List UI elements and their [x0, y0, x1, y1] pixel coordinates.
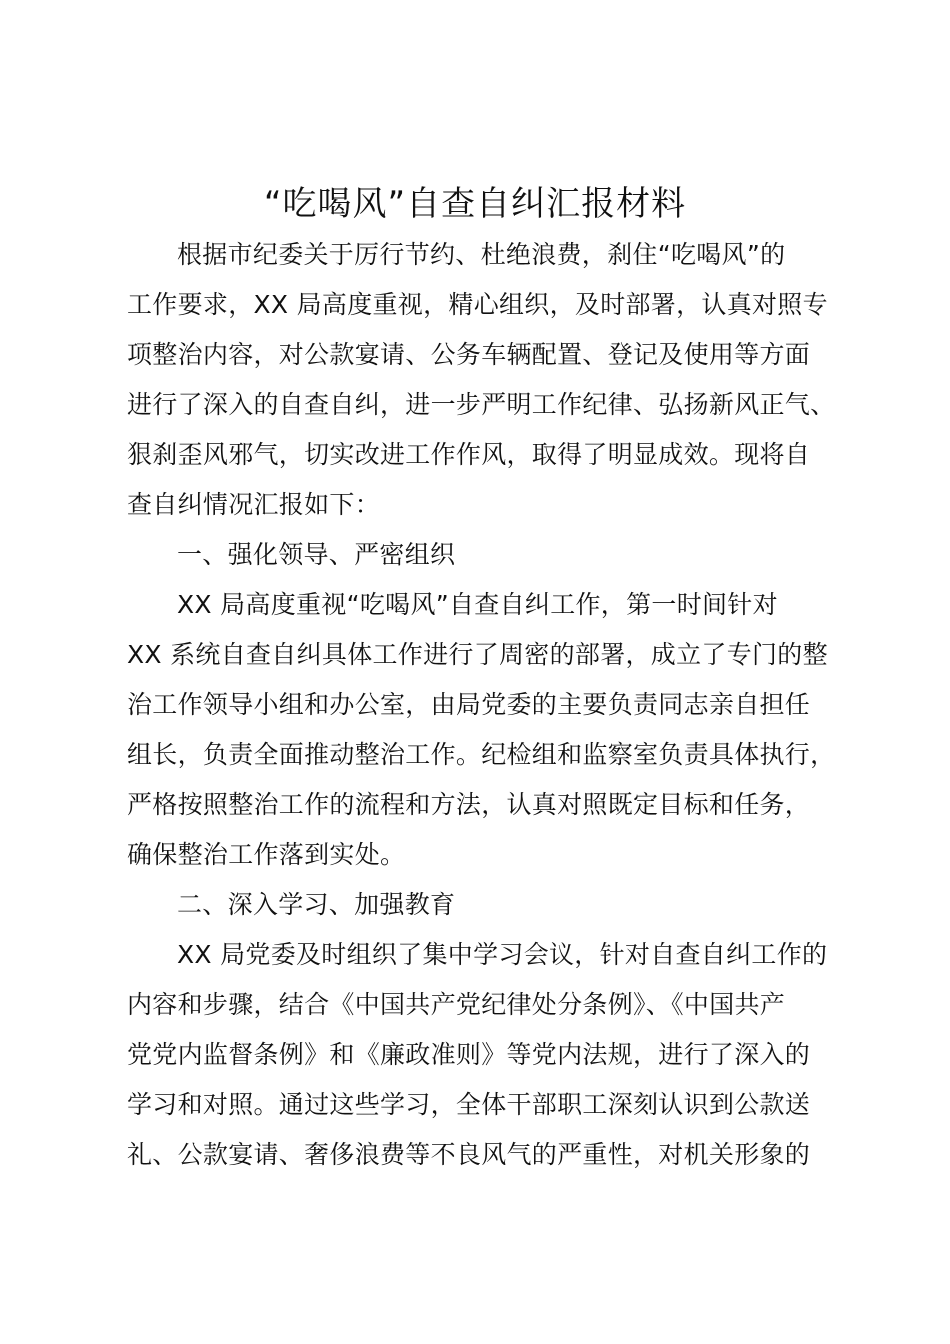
paragraph-intro-line-5: 狠刹歪风邪气，切实改进工作作风，取得了明显成效。现将自 — [127, 440, 811, 469]
paragraph-section2-line-1: XX 局党委及时组织了集中学习会议，针对自查自纠工作的 — [177, 940, 828, 969]
paragraph-intro-line-2: 工作要求，XX 局高度重视，精心组织，及时部署，认真对照专 — [127, 290, 828, 319]
paragraph-section2-line-4: 学习和对照。通过这些学习，全体干部职工深刻认识到公款送 — [127, 1090, 811, 1119]
paragraph-section1-line-4: 组长，负责全面推动整治工作。纪检组和监察室负责具体执行， — [127, 740, 836, 769]
paragraph-section2-line-3: 党党内监督条例》和《廉政准则》等党内法规，进行了深入的 — [127, 1040, 811, 1069]
paragraph-section2-line-5: 礼、公款宴请、奢侈浪费等不良风气的严重性，对机关形象的 — [127, 1140, 811, 1169]
paragraph-section2-line-2: 内容和步骤，结合《中国共产党纪律处分条例》、《中国共产 — [127, 990, 786, 1019]
document-title: “吃喝风”自查自纠汇报材料 — [263, 184, 687, 224]
paragraph-intro-line-6: 查自纠情况汇报如下： — [127, 490, 381, 519]
section-heading-2: 二、深入学习、加强教育 — [177, 890, 456, 919]
paragraph-section1-line-3: 治工作领导小组和办公室，由局党委的主要负责同志亲自担任 — [127, 690, 811, 719]
paragraph-section1-line-1: XX 局高度重视“吃喝风”自查自纠工作，第一时间针对 — [177, 590, 778, 619]
document-body — [127, 230, 837, 1180]
paragraph-section1-line-5: 严格按照整治工作的流程和方法，认真对照既定目标和任务， — [127, 790, 811, 819]
paragraph-intro-line-3: 项整治内容，对公款宴请、公务车辆配置、登记及使用等方面 — [127, 340, 811, 369]
paragraph-intro-line-1: 根据市纪委关于厉行节约、杜绝浪费，刹住“吃喝风”的 — [177, 240, 786, 269]
paragraph-section1-line-2: XX 系统自查自纠具体工作进行了周密的部署，成立了专门的整 — [127, 640, 828, 669]
paragraph-intro-line-4: 进行了深入的自查自纠，进一步严明工作纪律、弘扬新风正气、 — [127, 390, 836, 419]
section-heading-1: 一、强化领导、严密组织 — [177, 540, 456, 569]
paragraph-section1-line-6: 确保整治工作落到实处。 — [127, 840, 406, 869]
